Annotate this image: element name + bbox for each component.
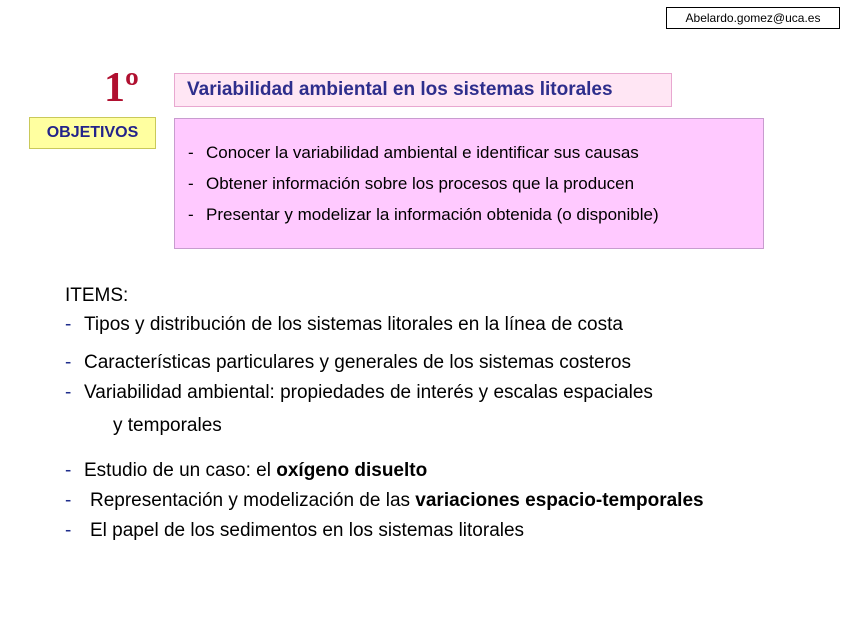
objectives-panel bbox=[174, 118, 764, 249]
objective-item bbox=[188, 137, 659, 168]
objective-item bbox=[188, 168, 659, 199]
item-continuation: y temporales bbox=[113, 415, 222, 436]
objective-text: Conocer la variabilidad ambiental e identificar sus causas bbox=[206, 143, 639, 162]
list-item bbox=[65, 312, 623, 338]
email-label: Abelardo.gomez@uca.es bbox=[666, 7, 840, 29]
bullet-dash: - bbox=[65, 490, 72, 511]
items-heading: ITEMS: bbox=[65, 285, 129, 306]
item-text: Variabilidad ambiental: propiedades de interés y escalas espaciales bbox=[84, 382, 653, 403]
objectives-list bbox=[188, 137, 659, 230]
item-text: Estudio de un caso: el bbox=[84, 460, 277, 481]
item-bold-text: oxígeno disuelto bbox=[276, 460, 428, 481]
section-number: 1º bbox=[104, 65, 139, 111]
list-item bbox=[65, 380, 653, 406]
item-text: El papel de los sedimentos en los sistemas litorales bbox=[90, 520, 525, 541]
bullet-dash: - bbox=[188, 143, 194, 162]
bullet-dash: - bbox=[65, 352, 72, 373]
item-text: Tipos y distribución de los sistemas litorales en la línea de costa bbox=[84, 314, 623, 335]
objective-item bbox=[188, 199, 659, 230]
page-title: Variabilidad ambiental en los sistemas litorales bbox=[187, 79, 613, 100]
list-item bbox=[65, 518, 524, 544]
bullet-dash: - bbox=[65, 314, 72, 335]
list-item bbox=[65, 488, 704, 514]
title-box bbox=[174, 73, 672, 107]
objective-text: Presentar y modelizar la información obtenida (o disponible) bbox=[206, 205, 659, 224]
bullet-dash: - bbox=[188, 174, 194, 193]
item-text: Características particulares y generales de los sistemas costeros bbox=[84, 352, 632, 373]
bullet-dash: - bbox=[188, 205, 194, 224]
item-text: Representación y modelización de las bbox=[90, 490, 416, 511]
bullet-dash: - bbox=[65, 520, 72, 541]
objetivos-label: OBJETIVOS bbox=[29, 117, 156, 149]
bullet-dash: - bbox=[65, 460, 72, 481]
list-item bbox=[65, 458, 427, 484]
list-item bbox=[65, 350, 631, 376]
bullet-dash: - bbox=[65, 382, 72, 403]
item-bold-text: variaciones espacio-temporales bbox=[415, 490, 704, 511]
objective-text: Obtener información sobre los procesos que la producen bbox=[206, 174, 635, 193]
